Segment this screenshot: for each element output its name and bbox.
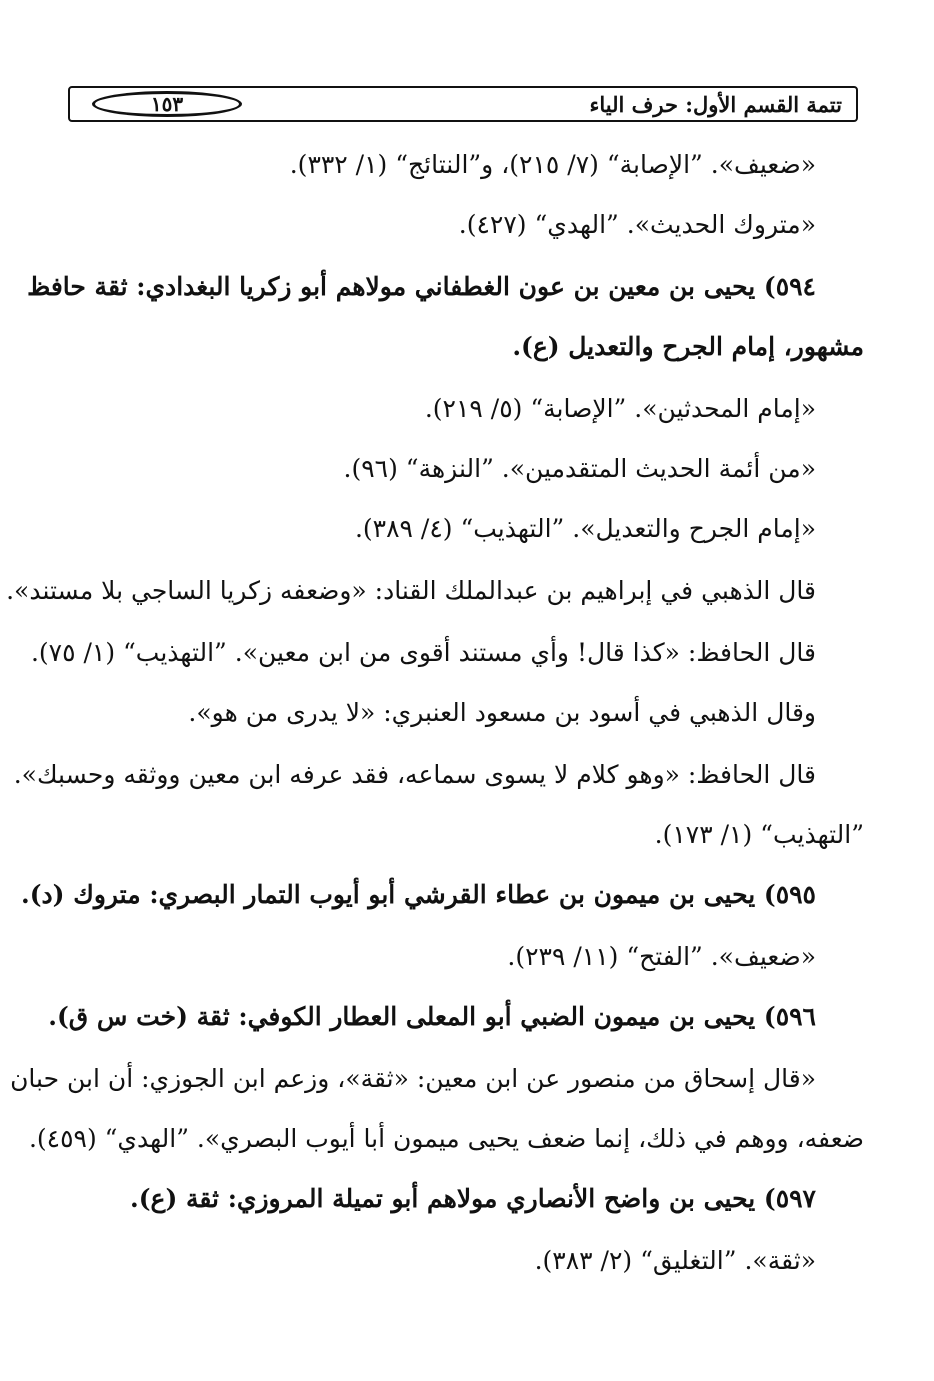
- entry-heading-line: ٥٩٧) يحيى بن واضح الأنصاري مولاهم أبو تميلة المروزي: ثقة (ع).: [130, 1184, 816, 1213]
- text-line: «إمام المحدثين». ”الإصابة“ (٥/ ٢١٩).: [424, 394, 816, 423]
- text-line: «من أئمة الحديث المتقدمين». ”النزهة“ (٩٦).: [343, 454, 816, 483]
- text-line: «ثقة». ”التغليق“ (٢/ ٣٨٣).: [534, 1246, 816, 1275]
- header-title: تتمة القسم الأول: حرف الياء: [589, 92, 842, 117]
- text-line: وقال الذهبي في أسود بن مسعود العنبري: «لا يدرى من هو».: [188, 698, 816, 727]
- page-number: ١٥٣: [92, 91, 242, 117]
- entry-heading-line: ٥٩٦) يحيى بن ميمون الضبي أبو المعلى العطار الكوفي: ثقة (خت س ق).: [48, 1002, 816, 1031]
- text-line: قال الذهبي في إبراهيم بن عبدالملك القناد: «وضعفه زكريا الساجي بلا مستند».: [6, 576, 816, 605]
- text-line: «إمام الجرح والتعديل». ”التهذيب“ (٤/ ٣٨٩).: [354, 514, 816, 543]
- text-line: «قال إسحاق من منصور عن ابن معين: «ثقة»، وزعم ابن الجوزي: أن ابن حبان: [10, 1064, 816, 1093]
- entry-heading-line: مشهور، إمام الجرح والتعديل (ع).: [512, 332, 864, 361]
- text-line: «ضعيف». ”الفتح“ (١١/ ٢٣٩).: [507, 942, 816, 971]
- running-header: [68, 86, 858, 122]
- entry-heading-line: ٥٩٤) يحيى بن معين بن عون الغطفاني مولاهم أبو زكريا البغدادي: ثقة حافظ: [27, 272, 816, 301]
- text-line: قال الحافظ: «وهو كلام لا يسوى سماعه، فقد عرفه ابن معين ووثقه وحسبك».: [13, 760, 816, 789]
- page-body: [6, 136, 864, 1336]
- text-line: قال الحافظ: «كذا قال! وأي مستند أقوى من ابن معين». ”التهذيب“ (١/ ٧٥).: [30, 638, 816, 667]
- text-line: «ضعيف». ”الإصابة“ (٧/ ٢١٥)، و”النتائج“ (١/ ٣٣٢).: [289, 150, 816, 179]
- text-line: «متروك الحديث». ”الهدي“ (٤٢٧).: [458, 210, 816, 239]
- text-line: ”التهذيب“ (١/ ١٧٣).: [654, 820, 864, 849]
- text-line: ضعفه، ووهم في ذلك، إنما ضعف يحيى ميمون أبا أيوب البصري». ”الهدي“ (٤٥٩).: [28, 1124, 864, 1153]
- entry-heading-line: ٥٩٥) يحيى بن ميمون بن عطاء القرشي أبو أيوب التمار البصري: متروك (د).: [21, 880, 816, 909]
